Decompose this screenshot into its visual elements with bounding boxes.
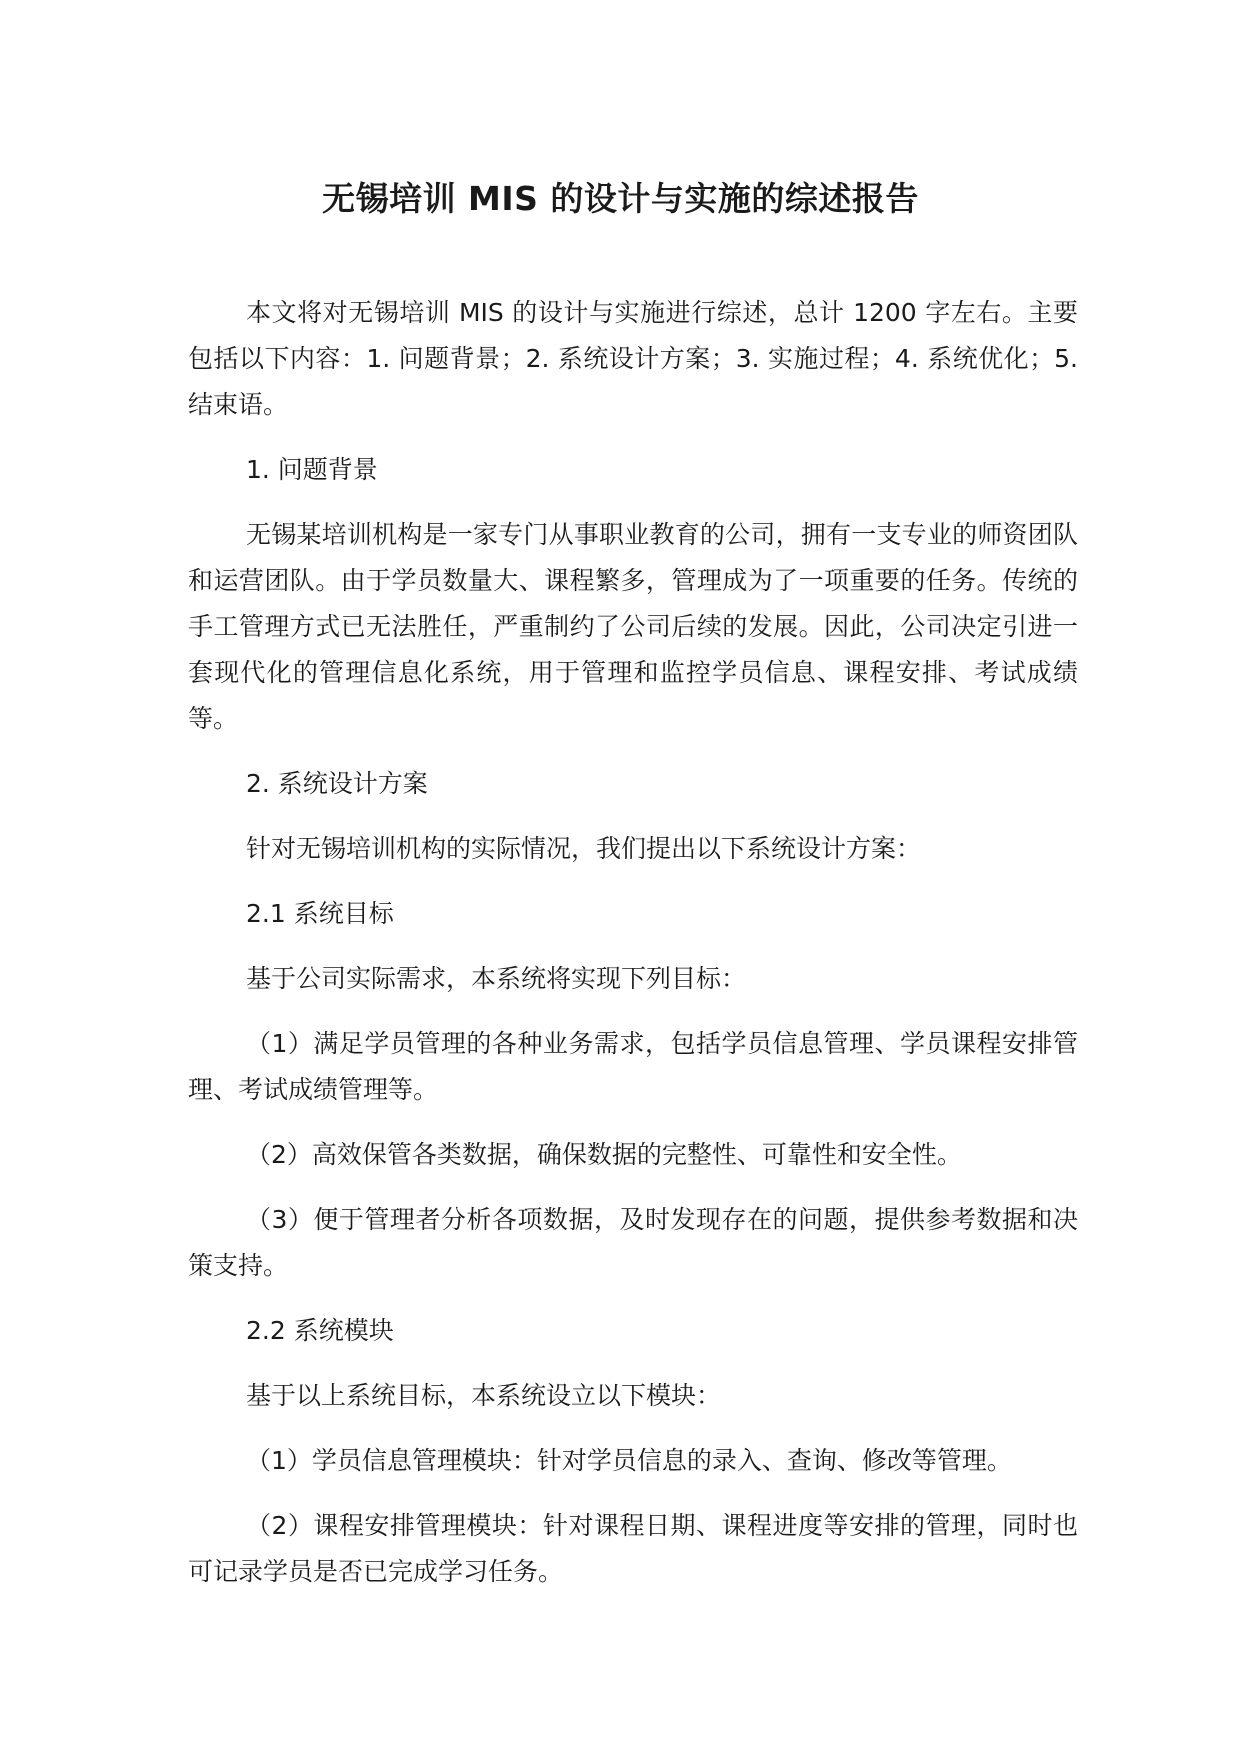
module-item-2: （2）课程安排管理模块：针对课程日期、课程进度等安排的管理，同时也可记录学员是否已完成学习任务。 <box>188 1511 1078 1586</box>
document-body <box>188 290 1078 1614</box>
heading-system-design: 2. 系统设计方案 <box>246 769 428 798</box>
goal-item-1: （1）满足学员管理的各种业务需求，包括学员信息管理、学员课程安排管理、考试成绩管理等。 <box>188 1029 1078 1104</box>
heading-system-modules: 2.2 系统模块 <box>246 1316 394 1345</box>
document-title: 无锡培训 MIS 的设计与实施的综述报告 <box>322 179 919 218</box>
heading-problem-background: 1. 问题背景 <box>246 455 378 484</box>
goal-item-3: （3）便于管理者分析各项数据，及时发现存在的问题，提供参考数据和决策支持。 <box>188 1205 1078 1280</box>
paragraph-design-intro: 针对无锡培训机构的实际情况，我们提出以下系统设计方案： <box>246 834 922 863</box>
paragraph-background: 无锡某培训机构是一家专门从事职业教育的公司，拥有一支专业的师资团队和运营团队。由于学员数量大、课程繁多，管理成为了一项重要的任务。传统的手工管理方式已无法胜任，严重制约了公司后续的发展。因此，公司决定引进一套现代化的管理信息化系统，用于管理和监控学员信息、课程安排、考试成绩等。 <box>188 520 1078 733</box>
module-item-1: （1）学员信息管理模块：针对学员信息的录入、查询、修改等管理。 <box>246 1446 1012 1475</box>
paragraph-goals-intro: 基于公司实际需求，本系统将实现下列目标： <box>246 964 747 993</box>
heading-system-goals: 2.1 系统目标 <box>246 899 394 928</box>
paragraph-intro: 本文将对无锡培训 MIS 的设计与实施进行综述，总计 1200 字左右。主要包括以下内容：1. 问题背景；2. 系统设计方案；3. 实施过程；4. 系统优化；5. 结束语。 <box>188 298 1078 419</box>
goal-item-2: （2）高效保管各类数据，确保数据的完整性、可靠性和安全性。 <box>246 1140 962 1169</box>
paragraph-modules-intro: 基于以上系统目标，本系统设立以下模块： <box>246 1381 722 1410</box>
